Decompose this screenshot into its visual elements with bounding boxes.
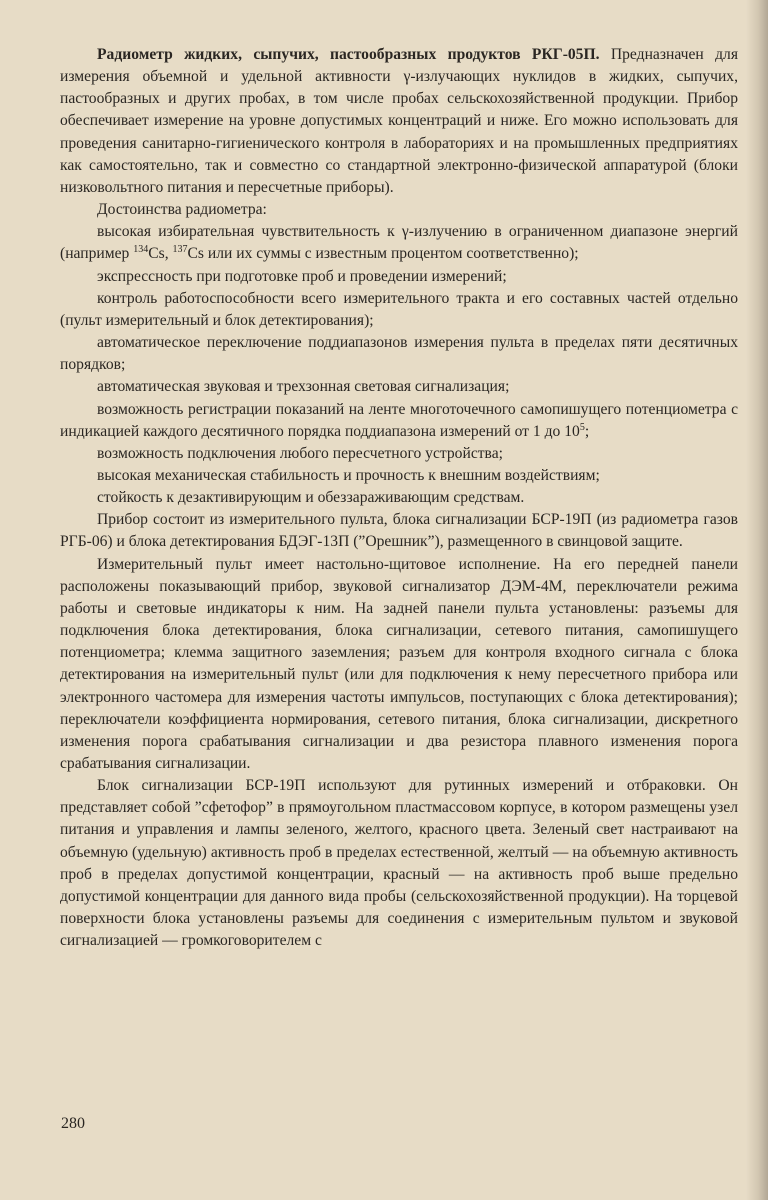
paragraph-advantage: контроль работоспособности всего измерительного тракта и его составных частей отдельно (пульт измерительный и блок детектирования);: [60, 289, 738, 329]
superscript: 134: [133, 244, 149, 256]
text-run: ;: [584, 422, 590, 440]
paragraph-signal-unit: Блок сигнализации БСР-19П используют для рутинных измерений и отбраковки. Он представляет собой ”сфетофор” в прямоугольном пластмассовом корпусе, в котором размещены узел питания и управления и лампы зеленого, желтого, красного цвета. Зеленый свет настраивают на объемную (удельную) активность проб в пределах естественной, желтый — на объемную активность проб в пределах допустимой концентрации, красный — на активность проб выше предельно допустимой концентрации для данного вида пробы (сельскохозяйственной продукции). На торцевой поверхности блока установлены разъемы для соединения с измерительным пультом и звуковой сигнализацией — громкоговорителем с: [60, 777, 738, 950]
superscript: 5: [579, 421, 585, 433]
paragraph-advantage: экспрессность при подготовке проб и проведении измерений;: [97, 267, 507, 285]
paragraph-advantage: высокая механическая стабильность и прочность к внешним воздействиям;: [97, 466, 600, 484]
text-run: высокая избирательная чувствительность к γ-излучению в ограниченном диапазоне энергий (например: [60, 223, 738, 263]
paragraph-composition: Прибор состоит из измерительного пульта, блока сигнализации БСР-19П (из радиометра газов РГБ-06) и блока детектирования БДЭГ-13П (”Орешник”), размещенного в свинцовой защите.: [60, 511, 738, 551]
paragraph-advantage: [60, 399, 738, 443]
paragraph-advantage: [60, 221, 738, 265]
paragraph-advantages-heading: Достоинства радиометра:: [97, 201, 267, 219]
paragraph-text: Предназначен для измерения объемной и удельной активности γ-излучающих нуклидов в жидких, сыпучих, пастообразных и других пробах, в том числе пробах сельскохозяйственной продукции. Прибор обеспечивает измерение на уровне допустимых концентраций и ниже. Его можно использовать для проведения санитарно-гигиенического контроля в лабораториях и на промышленных предприятиях как самостоятельно, так и совместно со стандартной электронно-физической аппаратурой (блоки низковольтного питания и пересчетные приборы).: [60, 46, 739, 196]
text-run: Cs или их суммы с известным процентом соответственно);: [187, 245, 579, 263]
device-title: Радиометр жидких, сыпучих, пастообразных продуктов РКГ-05П.: [97, 46, 600, 63]
paragraph-advantage: автоматическая звуковая и трехзонная световая сигнализация;: [97, 378, 510, 396]
paragraph-advantage: стойкость к дезактивирующим и обеззараживающим средствам.: [97, 489, 525, 507]
book-page-text: [60, 44, 738, 952]
text-run: возможность регистрации показаний на ленте многоточечного самопишущего потенциометра с индикацией каждого десятичного порядка поддиапазона измерений от 1 до 10: [60, 400, 738, 440]
page-number: 280: [61, 1115, 85, 1132]
superscript: 137: [172, 244, 188, 256]
paragraph-advantage: автоматическое переключение поддиапазонов измерения пульта в пределах пяти десятичных порядков;: [60, 334, 738, 374]
page-edge-shadow: [746, 0, 768, 1200]
paragraph-intro: [60, 44, 738, 199]
text-run: Cs,: [148, 245, 173, 263]
paragraph-advantage: возможность подключения любого пересчетного устройства;: [97, 444, 503, 462]
paragraph-console: Измерительный пульт имеет настольно-щитовое исполнение. На его передней панели расположены показывающий прибор, звуковой сигнализатор ДЭМ-4М, переключатели режима работы и световые индикаторы к ним. На задней панели пульта установлены: разъемы для подключения блока детектирования, блока сигнализации, сетевого питания, самопишущего потенциометра; клемма защитного заземления; разъем для контроля входного сигнала с блока детектирования на измерительный пульт (или для подключения к нему пересчетного прибора или электронного частомера для измерения частоты импульсов, поступающих с блока детектирования); переключатели коэффициента нормирования, сетевого питания, блока сигнализации, дискретного изменения порога срабатывания сигнализации и два резистора плавного изменения порога срабатывания сигнализации.: [60, 555, 738, 772]
